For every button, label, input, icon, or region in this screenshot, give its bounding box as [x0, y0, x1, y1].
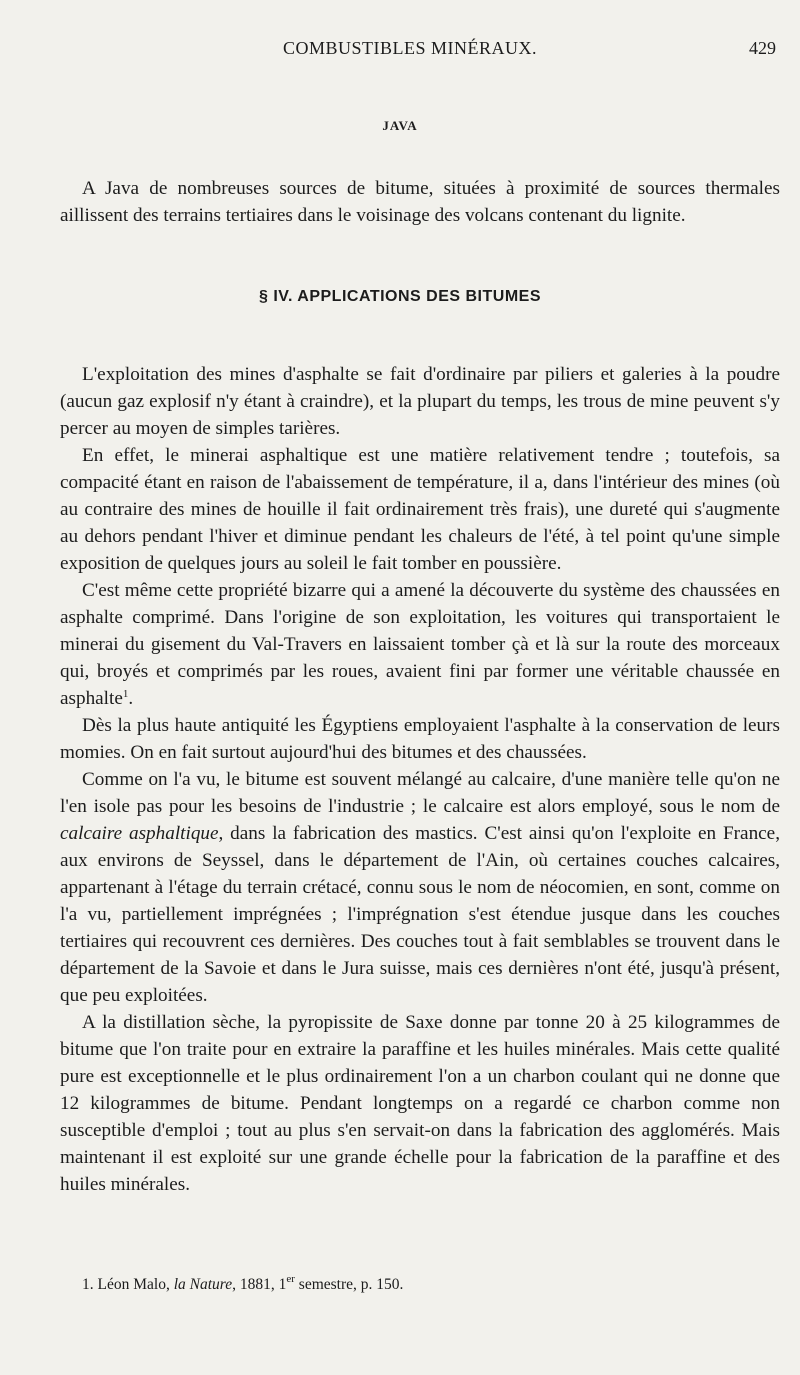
paragraph-3 — [60, 577, 780, 712]
paragraph-1: L'exploitation des mines d'asphalte se fait d'ordinaire par piliers et galeries à la poudre (aucun gaz explosif n'y étant à craindre), et la plupart du temps, les trous de mine peuvent s'y percer au moyen de simples tarières. — [60, 364, 780, 439]
footnote-details-b: semestre, p. 150. — [294, 1276, 404, 1293]
paragraph-3-end: . — [128, 688, 134, 709]
footnote-author: Léon Malo, — [97, 1276, 174, 1293]
footnote-journal: la Nature — [173, 1276, 233, 1293]
paragraph-5-term: calcaire asphaltique — [60, 823, 219, 844]
java-paragraph: A Java de nombreuses sources de bitume, situées à proximité de sources thermales aillissent des terrains tertiaires dans le voisinage des volcans contenant du lignite. — [60, 178, 780, 226]
paragraph-5-a: Comme on l'a vu, le bitume est souvent mélangé au calcaire, d'une manière telle qu'on ne l'en isole pas pour les besoins de l'industrie ; le calcaire est alors employé, sous le nom de — [60, 769, 780, 817]
footnote-details-sup: er — [286, 1273, 295, 1285]
footnote-number: 1. — [82, 1276, 94, 1293]
paragraph-5-b: , dans la fabrication des mastics. C'est ainsi qu'on l'exploite en France, aux environs de Seyssel, dans le département de l'Ain, où certaines couches calcaires, appartenant à l'étage du terrain crétacé, connu sous le nom de néocomien, en sont, comme on l'a vu, partiellement imprégnées ; l'imprégnation s'est étendue jusque dans les couches tertiaires qui recouvrent ces dernières. Des couches tout à fait semblables se trouvent dans le département de la Savoie et dans le Jura suisse, mais ces dernières n'ont été, jusqu'à présent, que peu exploitées. — [60, 823, 780, 1006]
footnote-details-a: , 1881, 1 — [232, 1276, 287, 1293]
page-number: 429 — [749, 38, 776, 58]
paragraph-5 — [60, 766, 780, 1009]
paragraph-6: A la distillation sèche, la pyropissite de Saxe donne par tonne 20 à 25 kilogrammes de bitume que l'on traite pour en extraire la paraffine et les huiles minérales. Mais cette qualité pure est exceptionnelle et le plus ordinairement l'on a un charbon coulant qui ne donne que 12 kilogrammes de bitume. Pendant longtemps on a regardé ce charbon comme non susceptible d'emploi ; tout au plus s'en servait-on dans la fabrication des agglomérés. Mais maintenant il est exploité sur une grande échelle pour la fabrication de la paraffine et des huiles minérales. — [60, 1012, 780, 1195]
subsection-title: JAVA — [382, 118, 418, 133]
footnote-ref: 1 — [122, 688, 129, 700]
body-text — [60, 361, 780, 1198]
running-header — [60, 36, 776, 60]
paragraph-3-text: C'est même cette propriété bizarre qui a amené la découverte du système des chaussées en asphalte comprimé. Dans l'origine de son exploitation, les voitures qui transportaient le minerai du gisement du Val-Travers en laissaient tomber çà et là sur la route des morceaux qui, broyés et comprimés par les roues, avaient fini par former une véritable chaussée en asphalte — [60, 580, 780, 709]
footnote — [60, 1274, 780, 1296]
paragraph-2: En effet, le minerai asphaltique est une matière relativement tendre ; toutefois, sa compacité étant en raison de l'abaissement de température, il a, dans l'intérieur des mines (où au contraire des mines de houille il fait ordinairement très frais), une dureté qui s'augmente au dehors pendant l'hiver et diminue pendant les chaleurs de l'été, à tel point qu'une simple exposition de quelques jours au soleil le fait tomber en poussière. — [60, 445, 780, 574]
section-heading: § IV. APPLICATIONS DES BITUMES — [258, 288, 541, 305]
running-title: COMBUSTIBLES MINÉRAUX. — [282, 38, 538, 58]
paragraph-4: Dès la plus haute antiquité les Égyptiens employaient l'asphalte à la conservation de leurs momies. On en fait surtout aujourd'hui des bitumes et des chaussées. — [60, 715, 780, 763]
